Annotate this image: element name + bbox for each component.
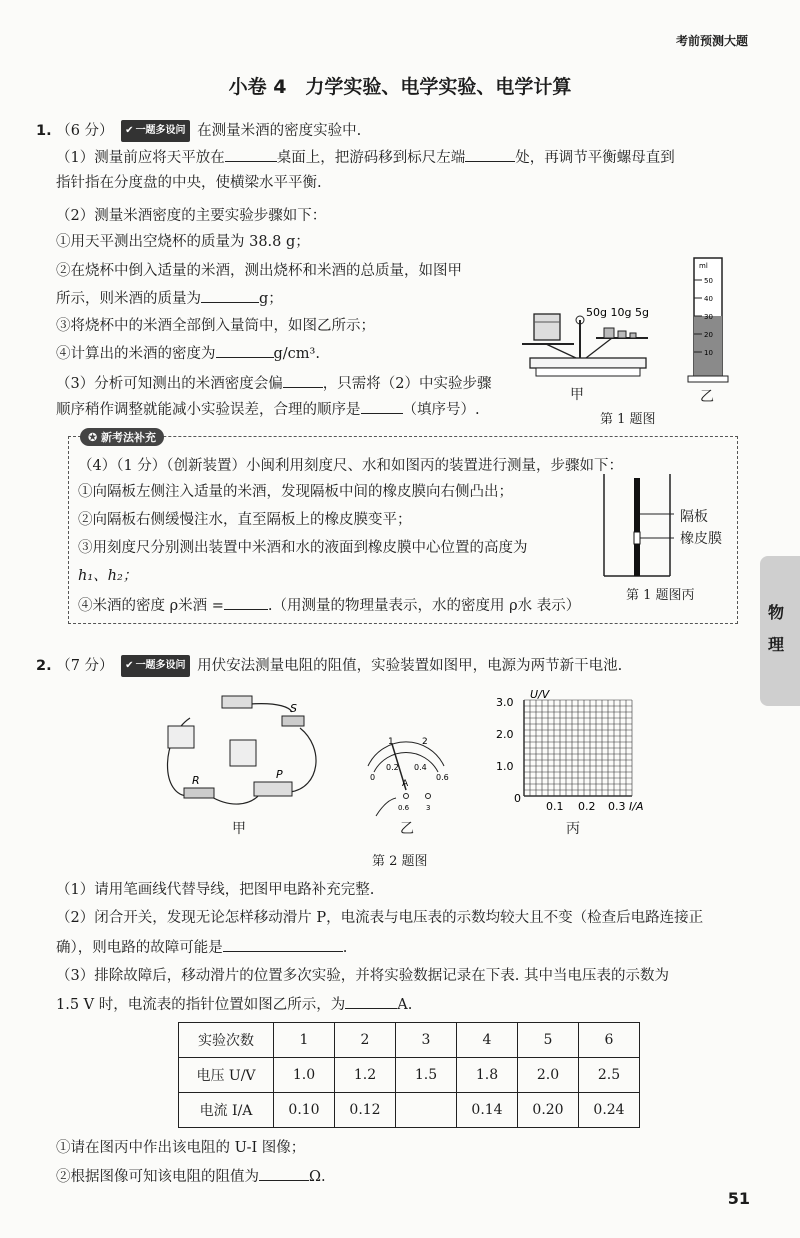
ytick: 1.0 — [496, 760, 514, 773]
table-header-row — [179, 1023, 640, 1058]
answer-blank[interactable] — [345, 994, 397, 1009]
rheostat-icon — [254, 782, 292, 796]
answer-blank[interactable] — [361, 399, 403, 414]
data-table — [178, 1022, 640, 1128]
beaker-icon — [534, 314, 560, 340]
svg-text:0: 0 — [370, 773, 376, 782]
fig1-label-jia: 甲 — [570, 387, 584, 403]
label-membrane: 橡皮膜 — [680, 531, 722, 547]
circuit-figure — [150, 688, 330, 828]
table-cell: 0.24 — [579, 1093, 640, 1128]
fig2-caption: 第 2 题图 — [372, 854, 428, 869]
ammeter-dial — [356, 730, 456, 820]
table-cell: 3 — [396, 1023, 457, 1058]
svg-text:S: S — [290, 702, 297, 715]
svg-text:3: 3 — [426, 804, 431, 812]
table-cell: 0.12 — [335, 1093, 396, 1128]
answer-blank[interactable] — [465, 147, 515, 162]
cylinder-tick-label: 30 — [704, 313, 713, 321]
weight-icon — [618, 331, 626, 338]
membrane-icon — [634, 532, 640, 544]
table-cell: 1.5 — [396, 1058, 457, 1093]
q2-number: 2. — [36, 658, 52, 674]
answer-blank[interactable] — [283, 373, 323, 388]
weight-icon — [630, 333, 636, 338]
cylinder-unit: ml — [699, 262, 708, 270]
graph-grid — [524, 700, 632, 796]
table-cell: 2.5 — [579, 1058, 640, 1093]
q2-part2-line2: 确），则电路的故障可能是 . — [56, 937, 347, 958]
voltmeter-icon — [168, 726, 194, 748]
weights-label: 50g 10g 5g — [586, 306, 649, 319]
cylinder-tick-label: 20 — [704, 331, 713, 339]
answer-blank[interactable] — [216, 343, 274, 358]
table-cell: 电流 I/A — [179, 1093, 274, 1128]
q2-part3-line1: （3）排除故障后，移动滑片的位置多次实验，并将实验数据记录在下表. 其中当电压表的示数为 — [56, 968, 669, 984]
q1-step2-line1: ②在烧杯中倒入适量的米酒，测出烧杯和米酒的总质量，如图甲 — [56, 263, 462, 279]
table-cell: 0.20 — [518, 1093, 579, 1128]
table-cell-empty[interactable] — [396, 1093, 457, 1128]
table-cell: 电压 U/V — [179, 1058, 274, 1093]
table-cell: 0.10 — [274, 1093, 335, 1128]
xtick: 0.1 — [546, 800, 564, 813]
svg-text:P: P — [276, 768, 283, 781]
graph-xlabel: I/A — [629, 800, 644, 813]
q2-task2: ②根据图像可知该电阻的阻值为 Ω. — [56, 1166, 326, 1187]
table-cell: 2 — [335, 1023, 396, 1058]
answer-blank[interactable] — [224, 595, 268, 610]
table-cell: 实验次数 — [179, 1023, 274, 1058]
xtick: 0.3 — [608, 800, 626, 813]
q1-stem: 在测量米酒的密度实验中. — [197, 123, 362, 139]
q1-bstep3-line1: ③用刻度尺分别测出装置中米酒和水的液面到橡皮膜中心位置的高度为 — [78, 540, 528, 556]
label-partition: 隔板 — [680, 509, 708, 525]
table-cell: 1.0 — [274, 1058, 335, 1093]
q1-step3: ③将烧杯中的米酒全部倒入量筒中，如图乙所示； — [56, 318, 375, 334]
svg-text:1: 1 — [388, 737, 394, 747]
partition-icon — [634, 478, 640, 576]
balance-figure — [516, 300, 666, 396]
q1-step2-line2: 所示，则米酒的质量为 g； — [56, 288, 283, 309]
page-number: 51 — [727, 1189, 750, 1208]
answer-blank[interactable] — [223, 937, 343, 952]
battery-icon — [222, 696, 252, 708]
page-title: 小卷 4 力学实验、电学实验、电学计算 — [228, 76, 572, 98]
switch-icon — [282, 716, 304, 726]
svg-text:0.6: 0.6 — [436, 773, 449, 782]
q2-part2-line1: （2）闭合开关，发现无论怎样移动滑片 P，电流表与电压表的示数均较大且不变（检查后电路连接正 — [56, 910, 704, 926]
check-icon: ✔ — [125, 125, 134, 136]
ui-grid-graph — [488, 684, 658, 814]
q2-task1: ①请在图丙中作出该电阻的 U-I 图像； — [56, 1140, 306, 1156]
section-header: 考前预测大题 — [675, 34, 748, 48]
table-row — [179, 1093, 640, 1128]
cylinder-tick-label: 40 — [704, 295, 713, 303]
q1-part1-line2: 指针指在分度盘的中央，使横梁水平平衡. — [56, 175, 322, 191]
q1-part4: （4）（1 分）（创新装置）小闽利用刻度尺、水和如图丙的装置进行测量，步骤如下： — [78, 458, 624, 474]
xtick: 0.2 — [578, 800, 596, 813]
table-cell: 2.0 — [518, 1058, 579, 1093]
ytick: 3.0 — [496, 696, 514, 709]
fig1-bing-caption: 第 1 题图丙 — [626, 588, 695, 603]
subject-side-tab: 物 理 — [760, 556, 800, 706]
q1-bstep2: ②向隔板右侧缓慢注水，直至隔板上的橡皮膜变平； — [78, 512, 412, 528]
q1-bstep3-line2: h₁、h₂； — [78, 568, 138, 584]
q1-step1: ①用天平测出空烧杯的质量为 38.8 g； — [56, 234, 310, 250]
ammeter-icon — [230, 740, 256, 766]
ytick: 2.0 — [496, 728, 514, 741]
supplement-tag: ✪ 新考法补充 — [80, 428, 164, 446]
q1-bstep4: ④米酒的密度 ρ米酒 = .（用测量的物理量表示，水的密度用 ρ水 表示） — [78, 595, 580, 616]
graduated-cylinder — [684, 256, 734, 386]
svg-text:0.6: 0.6 — [398, 804, 410, 812]
partition-container-figure — [596, 470, 736, 582]
resistor-icon — [184, 788, 214, 798]
answer-blank[interactable] — [259, 1166, 309, 1181]
table-row — [179, 1058, 640, 1093]
q1-points: （6 分） — [56, 123, 114, 139]
table-cell: 1.8 — [457, 1058, 518, 1093]
fig1-label-yi: 乙 — [700, 389, 714, 405]
ytick: 0 — [514, 792, 521, 805]
table-cell: 1 — [274, 1023, 335, 1058]
q1-step4: ④计算出的米酒的密度为 g/cm³. — [56, 343, 320, 364]
fig2-label-yi: 乙 — [400, 821, 414, 837]
fig1-caption: 第 1 题图 — [600, 412, 656, 427]
answer-blank[interactable] — [201, 288, 259, 303]
weight-icon — [604, 328, 614, 338]
q2-part1: （1）请用笔画线代替导线，把图甲电路补充完整. — [56, 882, 375, 898]
q1-part3-line2: 顺序稍作调整就能减小实验误差，合理的顺序是 （填序号）. — [56, 399, 480, 420]
table-cell: 1.2 — [335, 1058, 396, 1093]
svg-text:0.2: 0.2 — [386, 763, 399, 772]
q2-stem-line — [36, 655, 622, 677]
q1-part2-heading: （2）测量米酒密度的主要实验步骤如下： — [56, 208, 327, 224]
q1-part3-line1: （3）分析可知测出的米酒密度会偏 ，只需将（2）中实验步骤 — [56, 373, 491, 394]
q2-part3-line2: 1.5 V 时，电流表的指针位置如图乙所示，为 A. — [56, 994, 412, 1015]
star-icon: ✪ — [88, 431, 102, 444]
svg-text:0.4: 0.4 — [414, 763, 427, 772]
cylinder-tick-label: 50 — [704, 277, 713, 285]
fig2-label-jia: 甲 — [232, 821, 246, 837]
table-cell: 6 — [579, 1023, 640, 1058]
answer-blank[interactable] — [225, 147, 277, 162]
q1-part1-line1: （1）测量前应将天平放在 桌面上，把游码移到标尺左端 处，再调节平衡螺母直到 — [56, 147, 675, 168]
svg-text:2: 2 — [422, 737, 428, 747]
table-cell: 0.14 — [457, 1093, 518, 1128]
cylinder-tick-label: 10 — [704, 349, 713, 357]
fig2-label-bing: 丙 — [566, 821, 580, 837]
q1-bstep1: ①向隔板左侧注入适量的米酒，发现隔板中间的橡皮膜向右侧凸出； — [78, 484, 513, 500]
check-icon: ✔ — [125, 660, 134, 671]
graph-ylabel: U/V — [530, 688, 550, 701]
q2-points: （7 分） — [56, 658, 114, 674]
svg-text:R: R — [192, 774, 200, 787]
q2-stem: 用伏安法测量电阻的阻值，实验装置如图甲，电源为两节新干电池. — [197, 658, 623, 674]
multi-question-badge: ✔ 一题多设问 — [121, 120, 189, 142]
multi-question-badge: ✔ 一题多设问 — [121, 655, 189, 677]
q1-number: 1. — [36, 123, 52, 139]
table-cell: 4 — [457, 1023, 518, 1058]
table-cell: 5 — [518, 1023, 579, 1058]
svg-text:A: A — [402, 779, 409, 789]
q1-stem-line — [36, 120, 361, 142]
